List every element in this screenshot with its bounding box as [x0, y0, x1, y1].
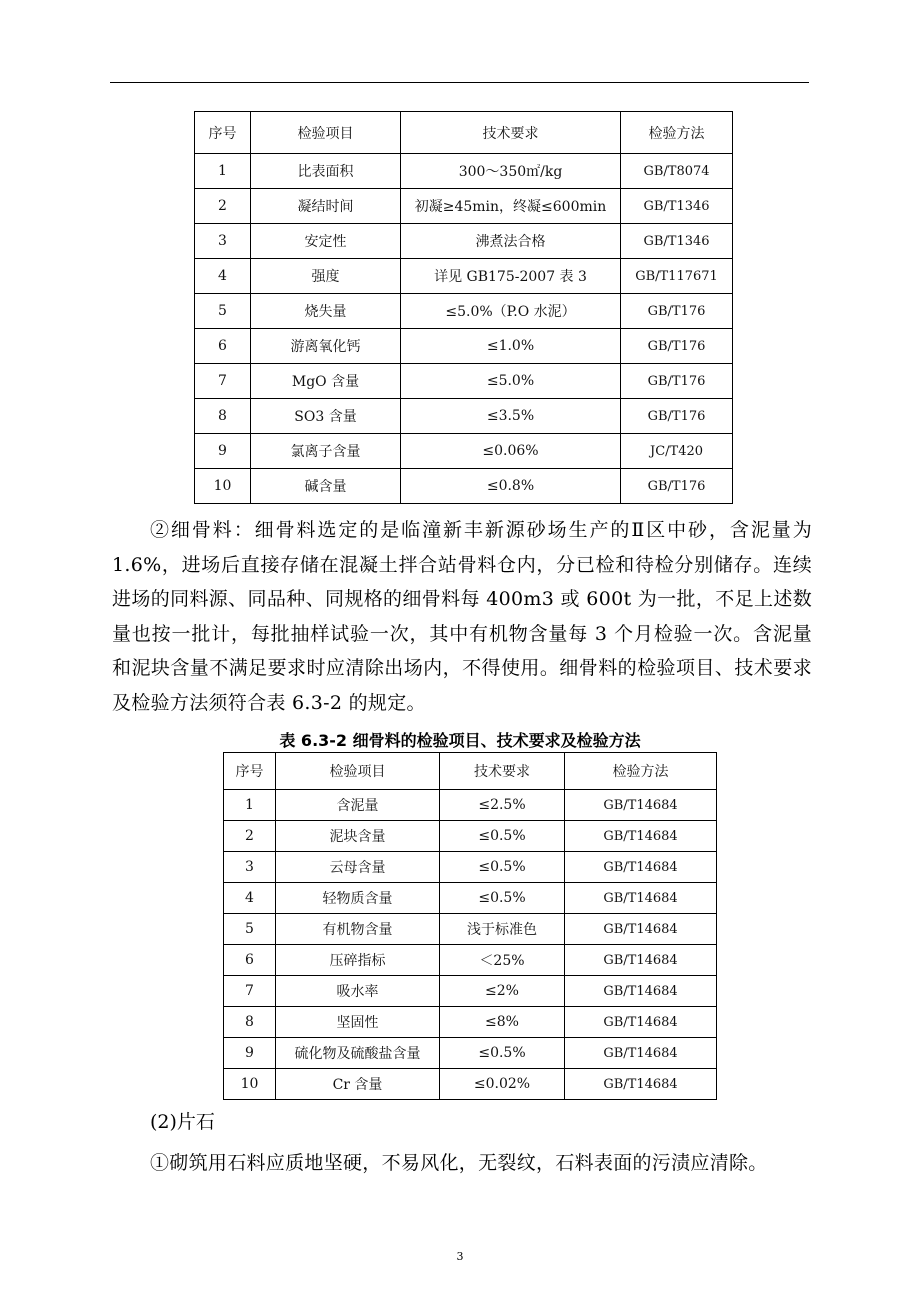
cell-method: GB/T8074 — [621, 154, 733, 189]
cell-method: GB/T14684 — [565, 852, 717, 883]
cell-method: GB/T14684 — [565, 1069, 717, 1100]
cell-index: 1 — [195, 154, 251, 189]
table-row — [195, 259, 733, 294]
column-header: 检验方法 — [565, 753, 717, 790]
cell-method: GB/T14684 — [565, 883, 717, 914]
cell-item: Cr 含量 — [276, 1069, 440, 1100]
column-header: 检验项目 — [251, 112, 401, 154]
cell-requirement: ≤2% — [440, 976, 565, 1007]
cell-index: 2 — [195, 189, 251, 224]
table-row — [195, 154, 733, 189]
cell-index: 7 — [224, 976, 276, 1007]
cement-table-body — [195, 112, 733, 504]
cell-index: 9 — [224, 1038, 276, 1069]
column-header: 序号 — [224, 753, 276, 790]
table-header-row — [195, 112, 733, 154]
cell-index: 7 — [195, 364, 251, 399]
cell-requirement: 沸煮法合格 — [401, 224, 621, 259]
cell-item: 氯离子含量 — [251, 434, 401, 469]
cell-method: GB/T14684 — [565, 976, 717, 1007]
cell-index: 8 — [224, 1007, 276, 1038]
table-row — [224, 976, 717, 1007]
cell-requirement: ≤0.5% — [440, 821, 565, 852]
table-row — [224, 914, 717, 945]
cell-method: JC/T420 — [621, 434, 733, 469]
table-row — [195, 399, 733, 434]
cell-requirement: ≤8% — [440, 1007, 565, 1038]
cell-method: GB/T176 — [621, 294, 733, 329]
cell-method: GB/T1346 — [621, 189, 733, 224]
cell-requirement: ≤1.0% — [401, 329, 621, 364]
cell-requirement: ≤0.06% — [401, 434, 621, 469]
cement-inspection-table — [194, 111, 733, 504]
cell-index: 6 — [195, 329, 251, 364]
cell-requirement: ＜25% — [440, 945, 565, 976]
cell-requirement: ≤0.8% — [401, 469, 621, 504]
cell-item: 轻物质含量 — [276, 883, 440, 914]
table-row — [195, 364, 733, 399]
cell-requirement: ≤2.5% — [440, 790, 565, 821]
cell-method: GB/T1346 — [621, 224, 733, 259]
table-row — [224, 1069, 717, 1100]
column-header: 检验项目 — [276, 753, 440, 790]
fine-aggregate-paragraph: ②细骨料：细骨料选定的是临潼新丰新源砂场生产的Ⅱ区中砂，含泥量为 1.6%，进场后直接存储在混凝土拌合站骨料仓内，分已检和待检分别储存。连续进场的同料源、同品种、同规格的细骨料每 400m3 或 600t 为一批，不足上述数量也按一批计，每批抽样试验一次，其中有机物含量每 3 个月检验一次。含泥量和泥块含量不满足要求时应清除出场内，不得使用。细骨料的检验项目、技术要求及检验方法须符合表 6.3-2 的规定。 — [112, 519, 812, 714]
fine-aggregate-inspection-table — [223, 752, 717, 1100]
cell-item: 安定性 — [251, 224, 401, 259]
table-row — [195, 434, 733, 469]
cell-item: 凝结时间 — [251, 189, 401, 224]
cell-index: 8 — [195, 399, 251, 434]
column-header: 序号 — [195, 112, 251, 154]
cell-index: 5 — [195, 294, 251, 329]
cell-item: 吸水率 — [276, 976, 440, 1007]
cell-requirement: ≤0.02% — [440, 1069, 565, 1100]
cell-index: 1 — [224, 790, 276, 821]
cell-requirement: 详见 GB175-2007 表 3 — [401, 259, 621, 294]
cell-method: GB/T14684 — [565, 945, 717, 976]
stone-paragraph: ①砌筑用石料应质地坚硬，不易风化，无裂纹，石料表面的污渍应清除。 — [150, 1152, 768, 1174]
cell-item: 含泥量 — [276, 790, 440, 821]
cell-requirement: 浅于标准色 — [440, 914, 565, 945]
cell-index: 4 — [224, 883, 276, 914]
table-row — [224, 821, 717, 852]
cell-index: 2 — [224, 821, 276, 852]
cell-requirement: 300～350㎡/kg — [401, 154, 621, 189]
cell-requirement: ≤5.0% — [401, 364, 621, 399]
cell-method: GB/T176 — [621, 364, 733, 399]
column-header: 检验方法 — [621, 112, 733, 154]
cell-requirement: ≤5.0%（P.O 水泥） — [401, 294, 621, 329]
cell-requirement: 初凝≥45min，终凝≤600min — [401, 189, 621, 224]
section-heading-stone: (2)片石 — [150, 1111, 215, 1133]
table-row — [224, 1007, 717, 1038]
cell-requirement: ≤0.5% — [440, 1038, 565, 1069]
cell-method: GB/T14684 — [565, 1038, 717, 1069]
cell-item: 强度 — [251, 259, 401, 294]
cell-item: 有机物含量 — [276, 914, 440, 945]
cell-method: GB/T176 — [621, 399, 733, 434]
cell-index: 5 — [224, 914, 276, 945]
table-row — [195, 469, 733, 504]
cell-requirement: ≤0.5% — [440, 852, 565, 883]
cell-item: 游离氧化钙 — [251, 329, 401, 364]
table-row — [224, 945, 717, 976]
cell-method: GB/T14684 — [565, 821, 717, 852]
cell-requirement: ≤0.5% — [440, 883, 565, 914]
cell-item: 比表面积 — [251, 154, 401, 189]
cell-item: 云母含量 — [276, 852, 440, 883]
cell-method: GB/T117671 — [621, 259, 733, 294]
cell-item: 泥块含量 — [276, 821, 440, 852]
column-header: 技术要求 — [401, 112, 621, 154]
table-row — [195, 224, 733, 259]
cell-method: GB/T14684 — [565, 1007, 717, 1038]
cell-index: 3 — [224, 852, 276, 883]
cell-method: GB/T176 — [621, 469, 733, 504]
fine-aggregate-table-body — [224, 753, 717, 1100]
cell-item: 碱含量 — [251, 469, 401, 504]
table-row — [195, 329, 733, 364]
cell-method: GB/T14684 — [565, 914, 717, 945]
cell-index: 10 — [224, 1069, 276, 1100]
cell-index: 6 — [224, 945, 276, 976]
cell-requirement: ≤3.5% — [401, 399, 621, 434]
cell-method: GB/T14684 — [565, 790, 717, 821]
table-row — [224, 883, 717, 914]
table-row — [195, 189, 733, 224]
cell-item: 烧失量 — [251, 294, 401, 329]
cell-index: 4 — [195, 259, 251, 294]
cell-item: SO3 含量 — [251, 399, 401, 434]
column-header: 技术要求 — [440, 753, 565, 790]
table-row — [195, 294, 733, 329]
table2-caption: 表 6.3-2 细骨料的检验项目、技术要求及检验方法 — [279, 731, 641, 750]
header-rule — [110, 82, 809, 83]
cell-index: 3 — [195, 224, 251, 259]
cell-method: GB/T176 — [621, 329, 733, 364]
table-row — [224, 852, 717, 883]
table-header-row — [224, 753, 717, 790]
cell-index: 10 — [195, 469, 251, 504]
page-number: 3 — [456, 1250, 464, 1263]
cell-item: 坚固性 — [276, 1007, 440, 1038]
table-row — [224, 790, 717, 821]
table-row — [224, 1038, 717, 1069]
cell-index: 9 — [195, 434, 251, 469]
cell-item: 压碎指标 — [276, 945, 440, 976]
cell-item: 硫化物及硫酸盐含量 — [276, 1038, 440, 1069]
cell-item: MgO 含量 — [251, 364, 401, 399]
